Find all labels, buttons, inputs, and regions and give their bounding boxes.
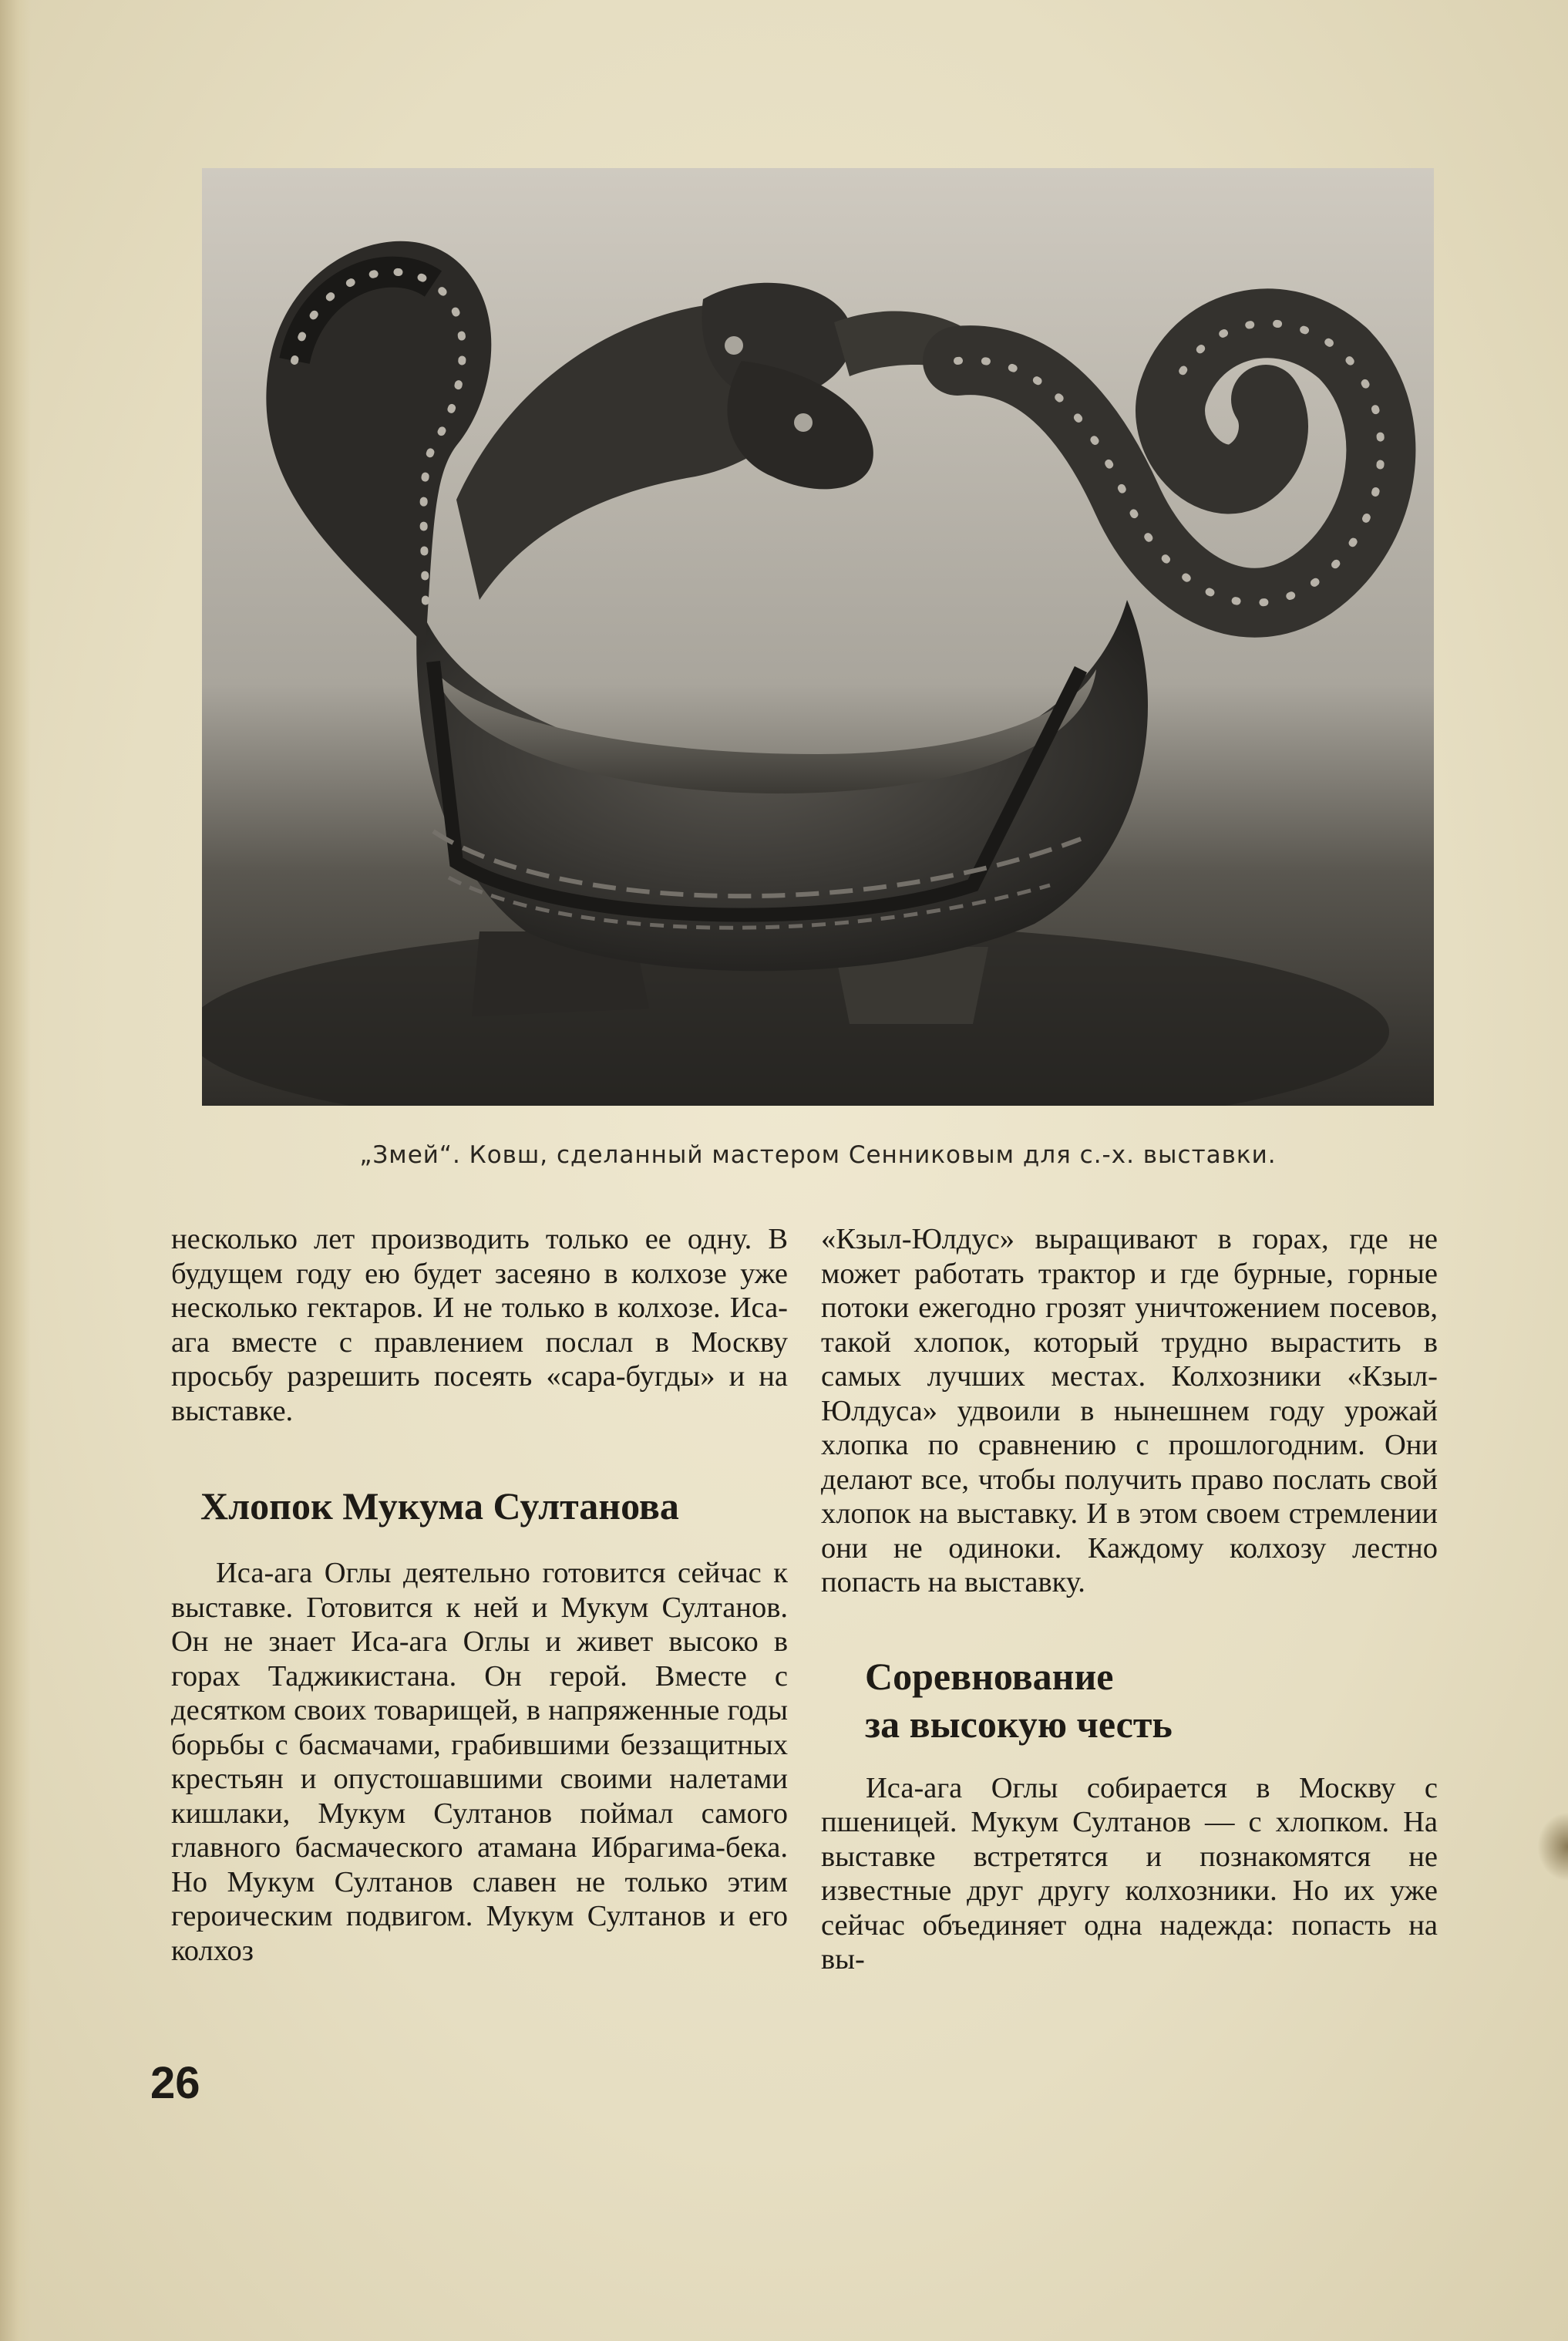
figure-photo <box>202 168 1434 1106</box>
section-heading-competition <box>821 1652 1438 1748</box>
page-number: 26 <box>150 2058 200 2108</box>
left-paragraph-1: несколько лет производить только ее одну. В будущем году ею будет засеяно в колхозе уже несколько гектаров. И не только в колхозе. Иса-ага вместе с правлением послал в Москву просьбу разрешить посеять «сара-бугды» и на выставке. <box>171 1223 788 1427</box>
dragon-ladle-illustration <box>202 168 1434 1106</box>
paper-stain <box>1537 1812 1568 1881</box>
left-column <box>171 1222 788 1968</box>
right-paragraph-1: «Кзыл-Юлдус» выращивают в горах, где не может работать трактор и где бурные, горные потоки ежегодно грозят уничтожением посевов, такой хлопок, который трудно вырастить в самых лучших местах. Колхозники «Кзыл-Юлдуса» удвоили в нынешнем году урожай хлопка по сравнению с прошлогодним. Они делают все, чтобы получить право послать свой хлопок на выставку. И в этом своем стремлении они не одиноки. Каждому колхозу лестно попасть на выставку. <box>821 1223 1438 1598</box>
right-paragraph-2: Иса-ага Оглы собирается в Москву с пшеницей. Мукум Султанов — с хлопком. На выставке встретятся и познакомятся не известные друг другу колхозники. Но их уже сейчас объединяет одна надежда: попасть на вы- <box>821 1771 1438 1976</box>
page-binding-edge <box>0 0 31 2341</box>
heading-line-2: за высокую честь <box>865 1702 1173 1746</box>
heading-line-1: Соревнование <box>865 1654 1114 1698</box>
figure-caption: „Змей“. Ковш, сделанный мастером Сенниковым для с.-х. выставки. <box>359 1141 1277 1169</box>
section-heading-cotton: Хлопок Мукума Султанова <box>200 1484 679 1528</box>
left-paragraph-2: Иса-ага Оглы деятельно готовится сейчас к выставке. Готовится к ней и Мукум Султанов. Он не знает Иса-ага Оглы и живет высоко в горах Таджикистана. Он герой. Вместе с десятком своих товарищей, в напряженные годы борьбы с басмачами, грабившими беззащитных крестьян и опустошавшими своими налетами кишлаки, Мукум Султанов поймал самого главного басмаческого атамана Ибрагима-бека. Но Мукум Султанов славен не только этим героическим подвигом. Мукум Султанов и его колхоз <box>171 1557 788 1967</box>
right-column <box>821 1222 1438 1977</box>
